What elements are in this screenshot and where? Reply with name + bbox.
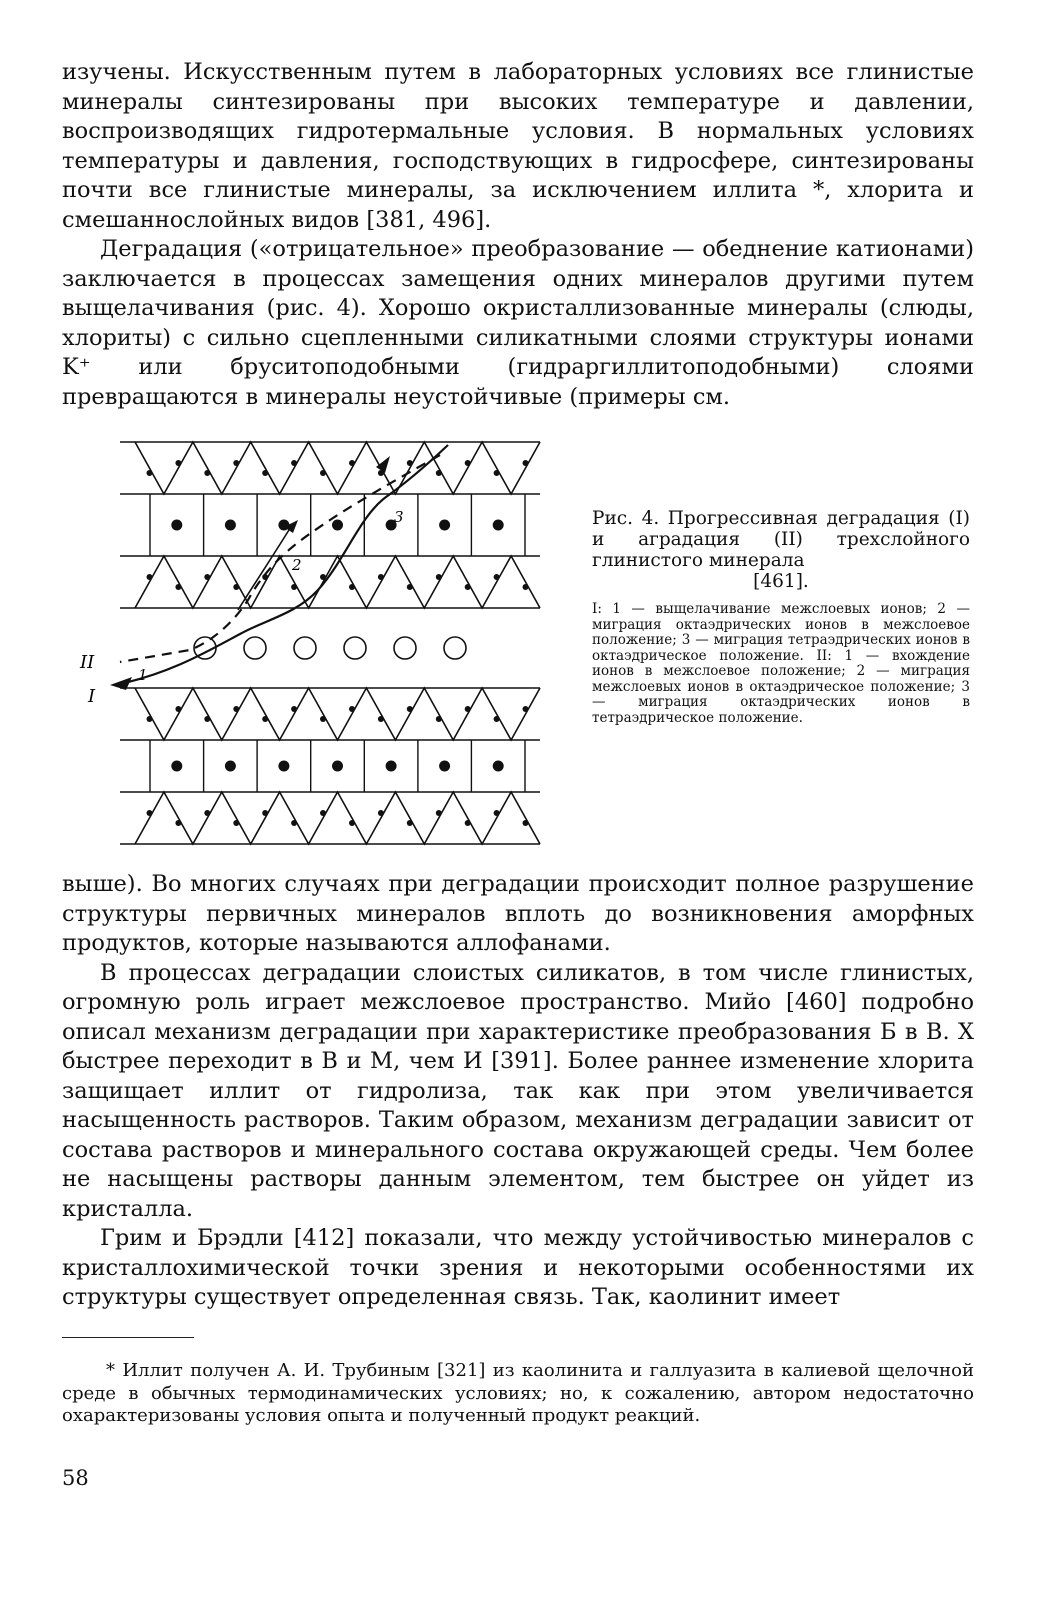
paragraph: выше). Во многих случаях при деградации происходит полное разрушение структуры первичных минералов вплоть до возникновения аморфных продуктов, которые называются аллофанами. [62, 871, 974, 956]
tetrahedral-ion [291, 584, 297, 590]
tetrahedral-ion [436, 716, 442, 722]
tetrahedral-ion [349, 460, 355, 466]
octahedral-ion [278, 761, 289, 772]
tetrahedral-ion [147, 470, 153, 476]
tetrahedral-ion [262, 716, 268, 722]
arrow-path-2 [238, 525, 292, 610]
label-3: 3 [394, 508, 404, 526]
tetrahedral-ion [494, 470, 500, 476]
tetrahedral-ion [494, 574, 500, 580]
tetrahedral-ion [320, 470, 326, 476]
figure-caption [592, 508, 970, 726]
tetrahedral-ion [204, 470, 210, 476]
tetrahedral-ion [175, 820, 181, 826]
crystal-structure-diagram [60, 432, 560, 852]
tetrahedral-ion [262, 810, 268, 816]
tetrahedral-ion [204, 810, 210, 816]
label-1: 1 [138, 666, 148, 684]
caption-legend: I: 1 — выщелачивание межслоевых ионов; 2 — миграция октаэдрических ионов в межслоевое положение; 3 — миграция тетраэдрических ионов в октаэдрическое положение. II: 1 — вхождение ионов в межслоевое положение; 2 — миграция межслоевых ионов в октаэдрическое положение; 3 — миграция октаэдрических ионов в тетраэдрическое положение. [592, 601, 970, 726]
paragraph: Грим и Брэдли [412] показали, что между устойчивостью минералов с кристаллохимической точки зрения и некоторыми особенностями их структуры существует определенная связь. Так, каолинит имеет [62, 1225, 974, 1310]
page-number: 58 [62, 1466, 89, 1490]
tetrahedral-ion [378, 810, 384, 816]
tetrahedral-ion [378, 574, 384, 580]
tetrahedral-ion [204, 574, 210, 580]
tetrahedral-ion [291, 820, 297, 826]
interlayer-ion [244, 637, 266, 659]
label-II: II [80, 652, 95, 673]
tetrahedral-ion [349, 584, 355, 590]
tetrahedral-ion [175, 584, 181, 590]
tetrahedral-ion [320, 810, 326, 816]
paragraph: В процессах деградации слоистых силикатов, в том числе глинистых, огромную роль играет межслоевое пространство. Мийо [460] подробно описал механизм деградации при характеристике преобразования Б в В. Х быстрее переходит в В и М, чем И [391]. Более раннее изменение хлорита защищает иллит от гидролиза, так как при этом увеличивается насыщенность растворов. Таким образом, механизм деградации зависит от состава растворов и минерального состава окружающей среды. Чем более не насыщены растворы данным элементом, тем быстрее он уйдет из кристалла. [62, 959, 974, 1222]
tetrahedral-ion [233, 820, 239, 826]
tetrahedral-ion [523, 584, 529, 590]
tetrahedral-ion [436, 470, 442, 476]
tetrahedral-ion [494, 716, 500, 722]
tetrahedral-sheet [135, 442, 540, 494]
tetrahedral-ion [233, 706, 239, 712]
tetrahedral-ion [204, 716, 210, 722]
tetrahedral-ion [291, 706, 297, 712]
caption-reference: [461]. [753, 571, 809, 592]
paragraph: Деградация («отрицательное» преобразование — обеднение катионами) заключается в процессах замещения одних минералов другими путем выщелачивания (рис. 4). Хорошо окристаллизованные минералы (слюды, хлориты) с сильно сцепленными силикатными слоями структуры ионами K⁺ или бруситоподобными (гидраргиллитоподобными) слоями превращаются в минералы неустойчивые (примеры см. [62, 236, 974, 410]
tetrahedral-ion [436, 810, 442, 816]
tetrahedral-ion [494, 810, 500, 816]
tetrahedral-ion [291, 460, 297, 466]
interlayer-ion [294, 637, 316, 659]
tetrahedral-ion [465, 460, 471, 466]
interlayer-ion [444, 637, 466, 659]
label-2: 2 [292, 556, 302, 574]
octahedral-ion [171, 761, 182, 772]
tetrahedral-ion [523, 706, 529, 712]
tetrahedral-sheet [135, 792, 540, 844]
tetrahedral-ion [349, 820, 355, 826]
tetrahedral-ion [320, 716, 326, 722]
tetrahedral-ion [407, 584, 413, 590]
tetrahedral-ion [523, 820, 529, 826]
tetrahedral-ion [523, 460, 529, 466]
footnote-divider [62, 1337, 194, 1338]
label-I: I [88, 686, 96, 707]
tetrahedral-ion [233, 460, 239, 466]
tetrahedral-ion [378, 716, 384, 722]
octahedral-ion [439, 761, 450, 772]
caption-title-text: Рис. 4. Прогрессивная деградация (I) и аградация (II) трехслойного глинистого минерала [592, 508, 970, 571]
octahedral-ion [225, 761, 236, 772]
octahedral-ion [332, 520, 343, 531]
tetrahedral-ion [175, 460, 181, 466]
octahedral-ion [493, 761, 504, 772]
tetrahedral-ion [320, 574, 326, 580]
tetrahedral-ion [233, 584, 239, 590]
paragraph: изучены. Искусственным путем в лабораторных условиях все глинистые минералы синтезированы при высоких температуре и давлении, воспроизводящих гидротермальные условия. В нормальных условиях температуры и давления, господствующих в гидросфере, синтезированы почти все глинистые минералы, за исключением иллита *, хлорита и смешаннослойных видов [381, 496]. [62, 59, 974, 233]
tetrahedral-ion [407, 460, 413, 466]
footnote: * Иллит получен А. И. Трубиным [321] из каолинита и галлуазита в калиевой щелочной среде в обычных термодинамических условиях; но, к сожалению, автором недостаточно охарактеризованы условия опыта и полученный продукт реакций. [62, 1360, 974, 1426]
tetrahedral-ion [262, 470, 268, 476]
interlayer-ion [394, 637, 416, 659]
tetrahedral-ion [465, 706, 471, 712]
tetrahedral-ion [147, 574, 153, 580]
octahedral-ion [332, 761, 343, 772]
tetrahedral-sheet [135, 688, 540, 740]
octahedral-ion [225, 520, 236, 531]
tetrahedral-ion [465, 820, 471, 826]
octahedral-ion [171, 520, 182, 531]
tetrahedral-ion [147, 810, 153, 816]
tetrahedral-ion [175, 706, 181, 712]
tetrahedral-ion [407, 820, 413, 826]
figure-4 [60, 432, 560, 852]
tetrahedral-ion [465, 584, 471, 590]
tetrahedral-ion [147, 716, 153, 722]
tetrahedral-ion [436, 574, 442, 580]
body-text-bottom [62, 870, 974, 1313]
tetrahedral-ion [349, 706, 355, 712]
tetrahedral-ion [407, 706, 413, 712]
octahedral-ion [386, 761, 397, 772]
caption-title [592, 508, 970, 592]
interlayer-ion [344, 637, 366, 659]
arrow-path-I [115, 445, 448, 685]
body-text-top [62, 58, 974, 412]
octahedral-ion [439, 520, 450, 531]
octahedral-ion [493, 520, 504, 531]
